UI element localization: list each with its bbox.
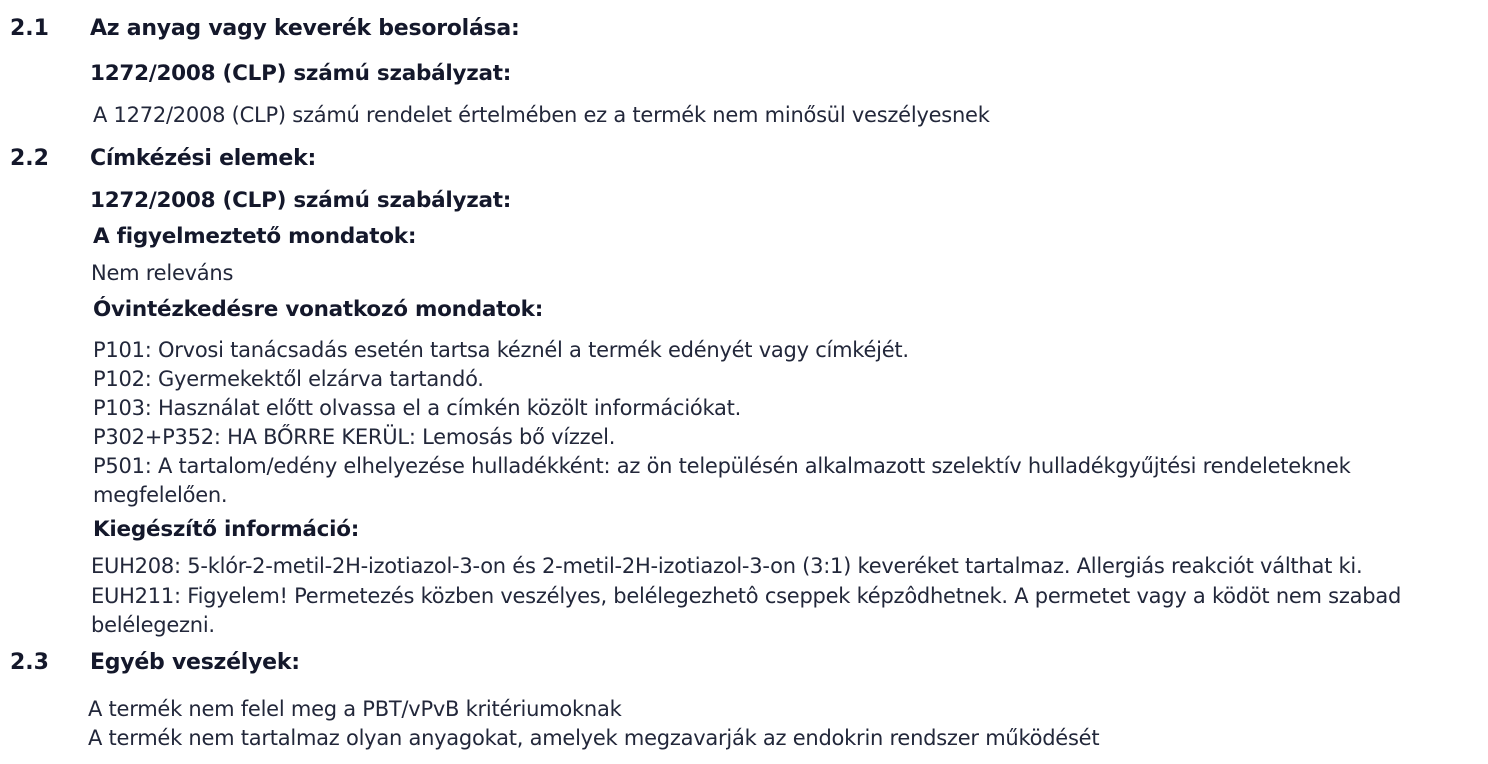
- supplementary-line: EUH208: 5-klór-2-metil-2H-izotiazol-3-on és 2-metil-2H-izotiazol-3-on (3:1) keveréket tartalmaz. Allergiás reakciót válthat ki.: [91, 554, 1363, 578]
- hazard-statements-heading: A figyelmeztető mondatok:: [93, 224, 417, 249]
- precaution-line: P102: Gyermekektől elzárva tartandó.: [93, 367, 484, 391]
- section-number: 2.3: [10, 650, 49, 675]
- precaution-line: megfelelően.: [93, 483, 228, 507]
- classification-text: A 1272/2008 (CLP) számú rendelet értelmében ez a termék nem minősül veszélyesnek: [93, 103, 990, 127]
- other-hazards-line: A termék nem felel meg a PBT/vPvB kritériumoknak: [88, 697, 622, 721]
- section-title: Az anyag vagy keverék besorolása:: [90, 16, 520, 41]
- section-title: Egyéb veszélyek:: [90, 650, 300, 675]
- section-title: Címkézési elemek:: [90, 146, 316, 171]
- precaution-line: P302+P352: HA BŐRRE KERÜL: Lemosás bő vízzel.: [93, 425, 616, 449]
- regulation-heading: 1272/2008 (CLP) számú szabályzat:: [90, 61, 512, 86]
- section-number: 2.1: [10, 16, 49, 41]
- supplementary-heading: Kiegészítő információ:: [93, 517, 360, 542]
- supplementary-line: EUH211: Figyelem! Permetezés közben veszélyes, belélegezhetô cseppek képzôdhetnek. A permetet vagy a ködöt nem szabad: [91, 584, 1402, 608]
- supplementary-line: belélegezni.: [91, 613, 215, 637]
- precaution-line: P501: A tartalom/edény elhelyezése hulladékként: az ön településén alkalmazott szelektív hulladékgyűjtési rendeleteknek: [93, 454, 1351, 478]
- other-hazards-line: A termék nem tartalmaz olyan anyagokat, amelyek megzavarják az endokrin rendszer működését: [88, 726, 1100, 750]
- section-number: 2.2: [10, 146, 49, 171]
- hazard-statements-text: Nem releváns: [91, 261, 234, 285]
- precautionary-statements-heading: Óvintézkedésre vonatkozó mondatok:: [93, 297, 544, 322]
- precaution-line: P103: Használat előtt olvassa el a címkén közölt információkat.: [93, 396, 742, 420]
- regulation-heading: 1272/2008 (CLP) számú szabályzat:: [90, 188, 512, 213]
- precaution-line: P101: Orvosi tanácsadás esetén tartsa kéznél a termék edényét vagy címkéjét.: [93, 338, 909, 362]
